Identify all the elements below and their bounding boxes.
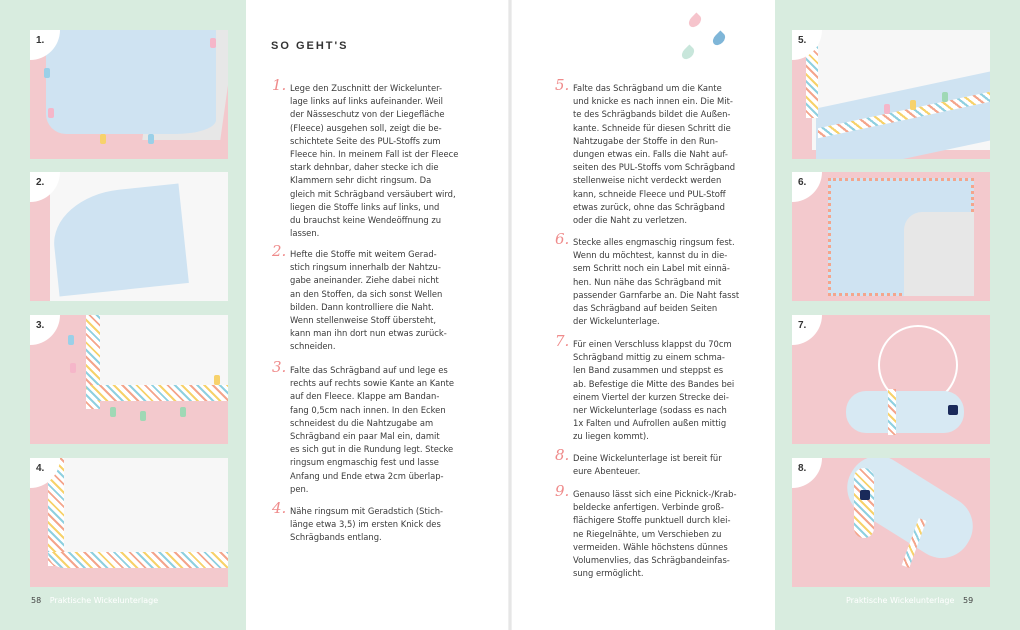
photo-step-7 [792,315,990,444]
instruction-step-7 [555,332,773,444]
photo-label: 5. [792,30,822,60]
page-number-right [846,596,973,605]
step-number: 2. [272,242,287,260]
step-text: Nähe ringsum mit Geradstich (Stich- länge etwa 3,5) im ersten Knick des Schrägbands entlang. [290,506,444,543]
step-number: 1. [272,76,287,94]
page-number: 59 [962,596,974,605]
photo-step-5 [792,30,990,159]
instruction-step-6 [555,230,773,328]
book-gutter [508,0,512,630]
photo-label: 7. [792,315,822,345]
photo-step-2 [30,172,228,301]
instruction-step-4 [272,499,502,545]
running-title: Praktische Wickelunterlage [49,596,159,605]
instruction-step-2 [272,242,502,354]
photo-label: 6. [792,172,822,202]
photo-label: 3. [30,315,60,345]
step-text: Genauso lässt sich eine Picknick-/Krab- beldecke anfertigen. Verbinde groß- flächigere Stoffe punktuell durch klei- ne Riegelnähte, um Verschieben zu vermeiden. Wähle höchstens dünnes Volumenvlies, das Schrägbandeinfas- sung ermöglicht. [573,489,737,579]
photo-label: 8. [792,458,822,488]
step-number: 5. [555,76,570,94]
step-number: 6. [555,230,570,248]
step-number: 7. [555,332,570,350]
photo-step-8 [792,458,990,587]
page-number: 58 [31,596,42,605]
photo-step-1 [30,30,228,159]
photo-label: 2. [30,172,60,202]
step-number: 3. [272,358,287,376]
step-text: Hefte die Stoffe mit weitem Gerad- stich ringsum innerhalb der Nahtzu- gabe aneinander. Ziehe dabei nicht an den Stoffen, da sich sonst Wellen bilden. Dann kontrolliere die Naht. Wenn stellenweise Stoff übersteht, kann man ihn dort nun etwas zurück- schneiden. [290,249,447,352]
instruction-step-9 [555,482,773,580]
photo-step-3 [30,315,228,444]
step-number: 9. [555,482,570,500]
instruction-step-3 [272,358,502,496]
step-text: Falte das Schrägband auf und lege es rechts auf rechts sowie Kante an Kante auf den Fleece. Klappe am Bandan- fang 0,5cm nach innen. In den Ecken schneidest du die Nahtzugabe am Schrägband ein paar Mal ein, damit es sich gut in die Rundung legt. Stecke ringsum engmaschig fest und lasse Anfang und Ende etwa 2cm überlap- pen. [290,365,455,494]
photo-label: 4. [30,458,60,488]
step-number: 8. [555,446,570,464]
page-number-left [31,596,158,605]
step-number: 4. [272,499,287,517]
photo-step-4 [30,458,228,587]
step-text: Für einen Verschluss klappst du 70cm Schrägband mittig zu einem schma- len Band zusammen und steppst es ab. Befestige die Mitte des Bandes bei einem Viertel der kurzen Strecke dei- ner Wickelunterlage (sodass es nach 1x Falten und Aufrollen außen mittig zu liegen kommt). [573,339,735,442]
instruction-step-1 [272,76,502,240]
step-text: Stecke alles engmaschig ringsum fest. Wenn du möchtest, kannst du in die- sem Schritt noch ein Label mit einnä- hen. Nun nähe das Schrägband mit passender Garnfarbe an. Die Naht fasst das Schrägband auf beiden Seiten der Wickelunterlage. [573,237,740,327]
step-text: Falte das Schrägband um die Kante und knicke es nach innen ein. Die Mit- te des Schrägbands bildet die Außen- kante. Schneide für diesen Schritt die Nahtzugabe der Stoffe in den Run- dungen etwas ein. Falls die Naht auf- seiten des PUL-Stoffs vom Schrägband stellenweise nicht verdeckt werden kann, schneide Fleece und PUL-Stoff etwas zurück, ohne das Schrägband oder die Naht zu verletzen. [573,83,736,226]
step-text: Deine Wickelunterlage ist bereit für eure Abenteuer. [573,453,722,477]
photo-step-6 [792,172,990,301]
instruction-step-8 [555,446,773,478]
photo-label: 1. [30,30,60,60]
running-title: Praktische Wickelunterlage [846,596,955,605]
instruction-step-5 [555,76,773,227]
section-heading: SO GEHT'S [271,40,349,52]
step-text: Lege den Zuschnitt der Wickelunter- lage links auf links aufeinander. Weil der Nässeschutz von der Liegefläche (Fleece) ausgehen soll, zeigt die be- schichtete Seite des PUL-Stoffs zum Fleece hin. In meinem Fall ist der Fleece stark dehnbar, daher stecke ich die Klammern sehr dicht ringsum. Da gleich mit Schrägband versäubert wird, liegen die Stoffe links auf links, und du brauchst keine Wendeöffnung zu lassen. [290,83,459,239]
